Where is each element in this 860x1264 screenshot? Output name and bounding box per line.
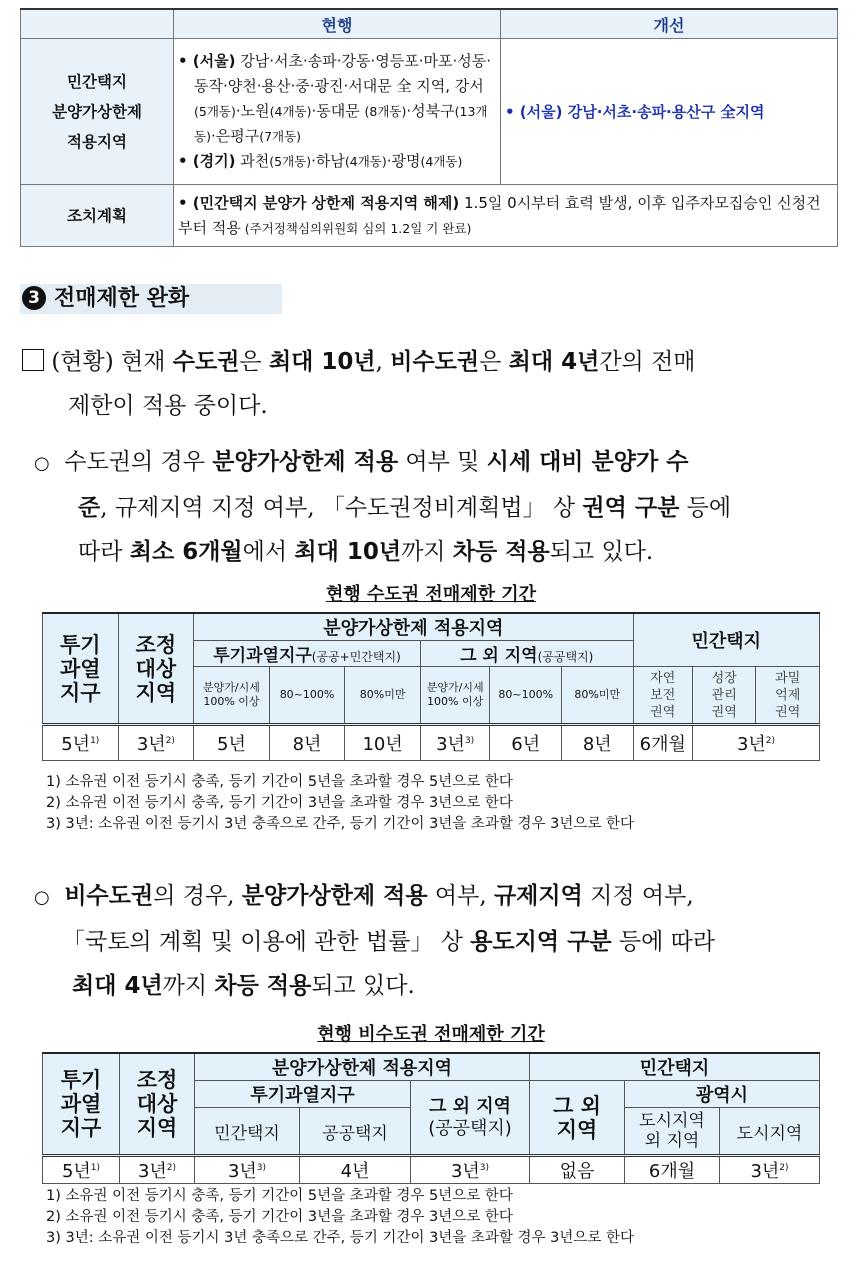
value-cell: 4년 (300, 1156, 411, 1184)
paragraph-capital (34, 440, 846, 574)
header-cap-applied: 분양가상한제 적용지역 (195, 1053, 530, 1081)
text: 에서 (242, 539, 295, 565)
text: 차등 적용 (452, 539, 550, 565)
value-cell: 3년$^{3)}$ (420, 725, 490, 761)
action-bold: • (민간택지 분양가 상한제 적용지역 해제) (178, 193, 460, 212)
value-cell: 10년 (345, 725, 421, 761)
label-line: 적용지역 (67, 132, 127, 151)
header-ratio-under80: 80%미만 (561, 667, 633, 725)
value-cell: 5년 (194, 725, 270, 761)
header-ratio-100: 분양가/시세 100% 이상 (194, 667, 270, 725)
text: 따라 (78, 539, 130, 565)
value-cell: 6년 (490, 725, 562, 761)
text: 최대 4년 (508, 349, 600, 375)
header-tugi-district: 투기과열지구 (195, 1081, 411, 1108)
header-jojeong: 조정 대상 지역 (120, 1053, 195, 1156)
text: (현황) 현재 (51, 349, 173, 375)
value-cell: 3년$^{2)}$ (720, 1156, 820, 1184)
bullet-gyeonggi (178, 149, 496, 174)
noncapital-resale-table (42, 1052, 820, 1184)
value-cell: 5년$^{1)}$ (43, 725, 119, 761)
footnote: 3) 3년: 소유권 이전 등기시 3년 충족으로 간주, 등기 기간이 3년을 초과할 경우 3년으로 한다 (46, 816, 635, 832)
text: 지정 여부, (582, 883, 694, 909)
paragraph-status (22, 340, 848, 428)
table1-footnotes (46, 772, 634, 835)
header-ratio-80-100: 80~100% (490, 667, 562, 725)
para-line (34, 486, 846, 530)
text: 까지 (162, 973, 215, 999)
text: 시세 대비 분양가 수 (486, 449, 689, 475)
circle-bullet-icon: ○ (34, 887, 50, 908)
value-cell: 3년$^{3)}$ (411, 1156, 530, 1184)
header-other-area: 그 외 지역 (공공택지) (411, 1081, 530, 1156)
header-zone-growth: 성장 관리 권역 (692, 667, 755, 725)
text: 수도권 (172, 349, 240, 375)
text: 차등 적용 (214, 973, 312, 999)
label-cap-region (21, 39, 174, 185)
bullet-seoul (178, 49, 496, 149)
text: (5개동) (269, 154, 312, 169)
header-improved: 개선 (501, 9, 838, 39)
para-line (34, 964, 846, 1008)
header-tugi: 투기 과열 지구 (43, 613, 119, 725)
footnote: 2) 소유권 이전 등기시 충족, 등기 기간이 3년을 초과할 경우 3년으로 한다 (46, 1209, 513, 1225)
text: , (375, 349, 391, 375)
text: 등에 (679, 495, 732, 521)
action-small: (주거정책심의위원회 심의 1.2일 기 완료) (240, 220, 472, 236)
text: 여부, (427, 883, 494, 909)
header-outside-urban: 도시지역 외 지역 (625, 1108, 720, 1156)
section-title: 전매제한 완화 (54, 286, 190, 311)
para-line: 제한이 적용 중이다. (68, 393, 268, 419)
text: 은 (239, 349, 269, 375)
value-cell: 없음 (530, 1156, 625, 1184)
text: , 규제지역 지정 여부, 「수도권정비계획법」 상 (100, 495, 583, 521)
footnote: 3) 3년: 소유권 이전 등기시 3년 충족으로 간주, 등기 기간이 3년을 초과할 경우 3년으로 한다 (46, 1230, 635, 1246)
text: 수도권의 경우 (64, 449, 213, 475)
para-line (34, 440, 846, 486)
cell-current-regions (174, 39, 501, 185)
section-heading (20, 284, 282, 314)
table2-caption: 현행 비수도권 전매제한 기간 (317, 1024, 545, 1045)
footnote: 1) 소유권 이전 등기시 충족, 등기 기간이 5년을 초과할 경우 5년으로 한다 (46, 774, 513, 790)
text: 되고 있다. (311, 973, 415, 999)
header-zone-nature: 자연 보전 권역 (633, 667, 692, 725)
empty-header-cell (21, 9, 174, 39)
square-bullet-icon (22, 349, 44, 371)
footnote: 2) 소유권 이전 등기시 충족, 등기 기간이 3년을 초과할 경우 3년으로 한다 (46, 795, 513, 811)
text: (4개동) (344, 154, 387, 169)
text: 비수도권 (390, 349, 480, 375)
table1-header-row1 (43, 613, 820, 641)
table2-footnotes (46, 1186, 634, 1249)
header-private-land: 민간택지 (633, 613, 819, 667)
header-tugi: 투기 과열 지구 (43, 1053, 120, 1156)
header-current: 현행 (174, 9, 501, 39)
text: (4개동) (420, 154, 463, 169)
header-ratio-100: 분양가/시세 100% 이상 (420, 667, 490, 725)
text: 「국토의 계획 및 이용에 관한 법률」 상 (62, 929, 471, 955)
value-cell: 8년 (561, 725, 633, 761)
text: 등에 따라 (611, 929, 716, 955)
text: 최소 6개월 (129, 539, 243, 565)
row-action-plan (21, 185, 838, 247)
value-cell: 8년 (269, 725, 345, 761)
text: 강남·서초·송파·강동·영등포·마포·성동·동작·양천·용산·중·광진·서대문 全 지역, 강서 (194, 52, 492, 95)
cell-improved-regions: • (서울) 강남·서초·송파·용산구 全지역 (501, 39, 838, 185)
text: 과천 (240, 152, 270, 170)
value-cell: 3년$^{2)}$ (692, 725, 819, 761)
text: (8개동) (364, 104, 407, 119)
table1-caption: 현행 수도권 전매제한 기간 (325, 584, 537, 605)
header-private-sector: 민간택지 (195, 1108, 300, 1156)
bullet-lead: • (서울) (178, 52, 236, 70)
text: 규제지역 (493, 883, 583, 909)
text: ·하남 (311, 152, 345, 170)
header-metro: 광역시 (625, 1081, 820, 1108)
text: ·동대문 (311, 102, 360, 120)
text: 분양가상한제 적용 (212, 449, 399, 475)
circle-bullet-icon: ○ (34, 453, 50, 474)
action-text: 1.5일 0시부터 효력 발생, 이후 입주자모집승인 신청건부터 적용 (178, 193, 821, 237)
text: 의 경우, (153, 883, 242, 909)
text: ·성북구 (406, 102, 455, 120)
label-line: 민간택지 (67, 72, 127, 91)
header-tugi-district: 투기과열지구(공공+민간택지) (194, 641, 421, 667)
header-private-land: 민간택지 (530, 1053, 820, 1081)
text: 준 (78, 495, 101, 521)
text: 간의 전매 (599, 349, 696, 375)
text: 최대 10년 (268, 349, 376, 375)
header-urban: 도시지역 (720, 1108, 820, 1156)
text: 비수도권 (64, 883, 154, 909)
para-line (34, 920, 846, 964)
header-zone-overcrowd: 과밀 억제 권역 (756, 667, 820, 725)
text: ·광명 (386, 152, 421, 170)
header-public-sector: 공공택지 (300, 1108, 411, 1156)
text: 여부 및 (398, 449, 487, 475)
paragraph-noncapital (34, 874, 846, 1008)
table2-value-row (43, 1156, 820, 1184)
text: (5개동) (194, 104, 236, 119)
cell-action-plan (174, 185, 838, 247)
text: (13개동) (194, 104, 488, 144)
table1-value-row (43, 725, 820, 761)
para-line (34, 530, 846, 574)
text: 되고 있다. (549, 539, 654, 565)
header-jojeong: 조정 대상 지역 (118, 613, 194, 725)
comparison-table (20, 8, 838, 247)
bullet-lead: • (경기) (178, 152, 236, 170)
text: 분양가상한제 적용 (241, 883, 428, 909)
para-line (34, 874, 846, 920)
para-line (22, 340, 848, 384)
text: 최대 10년 (294, 539, 402, 565)
header-other: 그 외 지역 (530, 1081, 625, 1156)
capital-resale-table (42, 612, 820, 761)
text: 까지 (401, 539, 453, 565)
value-cell: 3년$^{3)}$ (195, 1156, 300, 1184)
footnote: 1) 소유권 이전 등기시 충족, 등기 기간이 5년을 초과할 경우 5년으로 한다 (46, 1188, 513, 1204)
text: 권역 구분 (582, 495, 680, 521)
text: (7개동) (259, 129, 302, 144)
value-cell: 6개월 (633, 725, 692, 761)
section-number-badge: 3 (22, 286, 46, 310)
text: 용도지역 구분 (470, 929, 612, 955)
header-ratio-under80: 80%미만 (345, 667, 421, 725)
text: 최대 4년 (72, 973, 163, 999)
label-line: 분양가상한제 (52, 102, 142, 121)
value-cell: 5년$^{1)}$ (43, 1156, 120, 1184)
header-cap-applied: 분양가상한제 적용지역 (194, 613, 633, 641)
header-other-area: 그 외 지역(공공택지) (420, 641, 633, 667)
value-cell: 3년$^{2)}$ (120, 1156, 195, 1184)
text: 은 (479, 349, 509, 375)
text: ·노원 (235, 102, 270, 120)
row-cap-region (21, 39, 838, 185)
text: ·은평구 (210, 127, 260, 145)
table2-header-row1 (43, 1053, 820, 1081)
value-cell: 6개월 (625, 1156, 720, 1184)
header-ratio-80-100: 80~100% (269, 667, 345, 725)
text: (4개동) (269, 104, 312, 119)
value-cell: 3년$^{2)}$ (118, 725, 194, 761)
label-action-plan: 조치계획 (21, 185, 174, 247)
comparison-header-row (21, 9, 838, 39)
